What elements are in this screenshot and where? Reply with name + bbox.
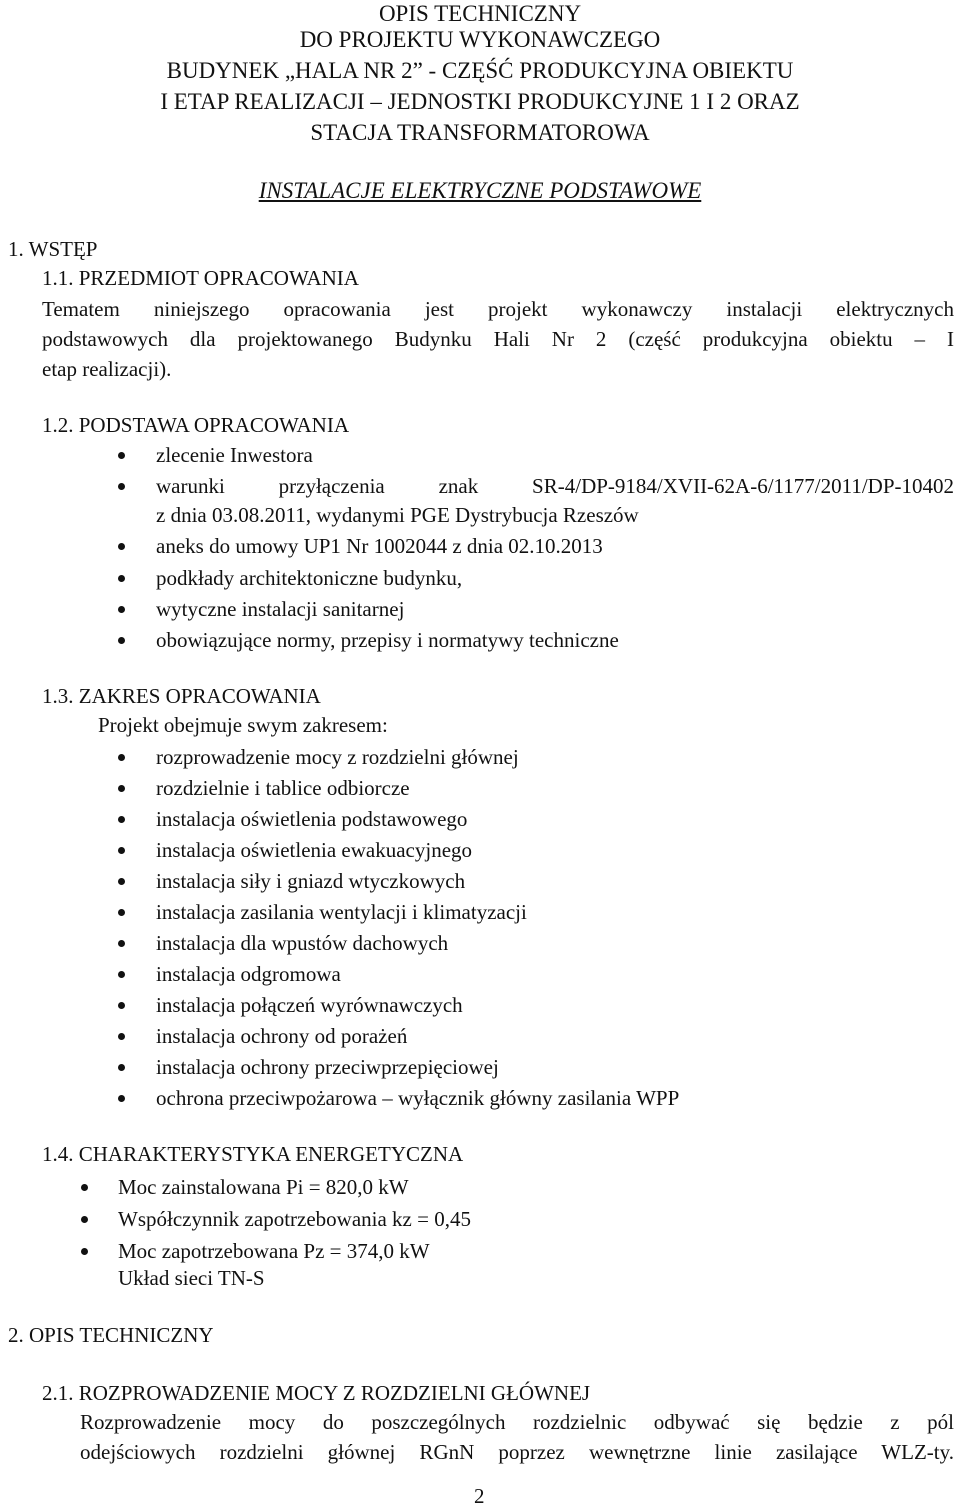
list-item: warunki przyłączenia znak SR-4/DP-9184/XVII-62A-6/1177/2011/DP-10402 xyxy=(156,474,954,498)
paragraph-line: Tematem niniejszego opracowania jest projekt wykonawczy instalacji elektrycznych xyxy=(42,297,954,321)
section-2-1-heading: 2.1. ROZPROWADZENIE MOCY Z ROZDZIELNI GŁÓWNEJ xyxy=(42,1381,591,1405)
list-item: instalacja odgromowa xyxy=(156,962,341,986)
paragraph-line: etap realizacji). xyxy=(42,357,172,381)
list-item: instalacja oświetlenia ewakuacyjnego xyxy=(156,838,473,862)
bullet-icon xyxy=(118,606,125,613)
list-item: rozdzielnie i tablice odbiorcze xyxy=(156,776,410,800)
bullet-icon xyxy=(118,1033,125,1040)
doc-title-line-5: STACJA TRANSFORMATOROWA xyxy=(310,120,650,145)
list-item: ochrona przeciwpożarowa – wyłącznik główny zasilania WPP xyxy=(156,1086,680,1110)
doc-subtitle: INSTALACJE ELEKTRYCZNE PODSTAWOWE xyxy=(258,178,702,203)
list-item: instalacja ochrony przeciwprzepięciowej xyxy=(156,1055,499,1079)
bullet-icon xyxy=(118,971,125,978)
list-item: instalacja dla wpustów dachowych xyxy=(156,931,449,955)
section-1-3-heading: 1.3. ZAKRES OPRACOWANIA xyxy=(42,684,321,708)
list-item: aneks do umowy UP1 Nr 1002044 z dnia 02.10.2013 xyxy=(156,534,603,558)
paragraph-line: Rozprowadzenie mocy do poszczególnych rozdzielnic odbywać się będzie z pól xyxy=(80,1410,954,1434)
page-number: 2 xyxy=(474,1484,485,1508)
bullet-icon xyxy=(118,785,125,792)
list-item: podkłady architektoniczne budynku, xyxy=(156,566,463,590)
bullet-icon xyxy=(81,1248,88,1255)
list-item: instalacja siły i gniazd wtyczkowych xyxy=(156,869,466,893)
list-item: zlecenie Inwestora xyxy=(156,443,313,467)
bullet-icon xyxy=(118,575,125,582)
section-2-heading: 2. OPIS TECHNICZNY xyxy=(8,1323,214,1347)
section-1-heading: 1. WSTĘP xyxy=(8,237,98,261)
bullet-icon xyxy=(118,1064,125,1071)
list-item: instalacja oświetlenia podstawowego xyxy=(156,807,468,831)
list-item: obowiązujące normy, przepisy i normatywy techniczne xyxy=(156,628,619,652)
doc-title-line-2: DO PROJEKTU WYKONAWCZEGO xyxy=(299,27,661,52)
list-item: Współczynnik zapotrzebowania kz = 0,45 xyxy=(118,1207,471,1231)
bullet-icon xyxy=(81,1184,88,1191)
bullet-icon xyxy=(118,847,125,854)
bullet-icon xyxy=(118,754,125,761)
bullet-icon xyxy=(118,637,125,644)
list-item: rozprowadzenie mocy z rozdzielni głównej xyxy=(156,745,519,769)
bullet-icon xyxy=(81,1216,88,1223)
list-item: instalacja ochrony od porażeń xyxy=(156,1024,408,1048)
list-item: instalacja zasilania wentylacji i klimatyzacji xyxy=(156,900,527,924)
bullet-icon xyxy=(118,878,125,885)
list-item-continuation: z dnia 03.08.2011, wydanymi PGE Dystrybucja Rzeszów xyxy=(156,503,639,527)
bullet-icon xyxy=(118,909,125,916)
list-item: Moc zainstalowana Pi = 820,0 kW xyxy=(118,1175,409,1199)
bullet-icon xyxy=(118,452,125,459)
bullet-icon xyxy=(118,816,125,823)
section-1-2-heading: 1.2. PODSTAWA OPRACOWANIA xyxy=(42,413,349,437)
list-item: Moc zapotrzebowana Pz = 374,0 kW xyxy=(118,1239,430,1263)
network-type: Układ sieci TN-S xyxy=(118,1266,265,1290)
doc-title-line-4: I ETAP REALIZACJI – JEDNOSTKI PRODUKCYJNE 1 I 2 ORAZ xyxy=(160,89,800,114)
bullet-icon xyxy=(118,1095,125,1102)
doc-title-line-3: BUDYNEK „HALA NR 2” - CZĘŚĆ PRODUKCYJNA OBIEKTU xyxy=(166,58,794,83)
section-1-4-heading: 1.4. CHARAKTERYSTYKA ENERGETYCZNA xyxy=(42,1142,464,1166)
paragraph-line: odejściowych rozdzielni głównej RGnN poprzez wewnętrzne linie zasilające WLZ-ty. xyxy=(80,1440,954,1464)
bullet-icon xyxy=(118,543,125,550)
section-1-1-heading: 1.1. PRZEDMIOT OPRACOWANIA xyxy=(42,266,359,290)
doc-title-line-1: OPIS TECHNICZNY xyxy=(378,1,582,26)
list-item: wytyczne instalacji sanitarnej xyxy=(156,597,405,621)
list-item: instalacja połączeń wyrównawczych xyxy=(156,993,463,1017)
bullet-icon xyxy=(118,1002,125,1009)
section-intro: Projekt obejmuje swym zakresem: xyxy=(98,713,388,737)
bullet-icon xyxy=(118,940,125,947)
bullet-icon xyxy=(118,483,125,490)
paragraph-line: podstawowych dla projektowanego Budynku Hali Nr 2 (część produkcyjna obiektu – I xyxy=(42,327,954,351)
